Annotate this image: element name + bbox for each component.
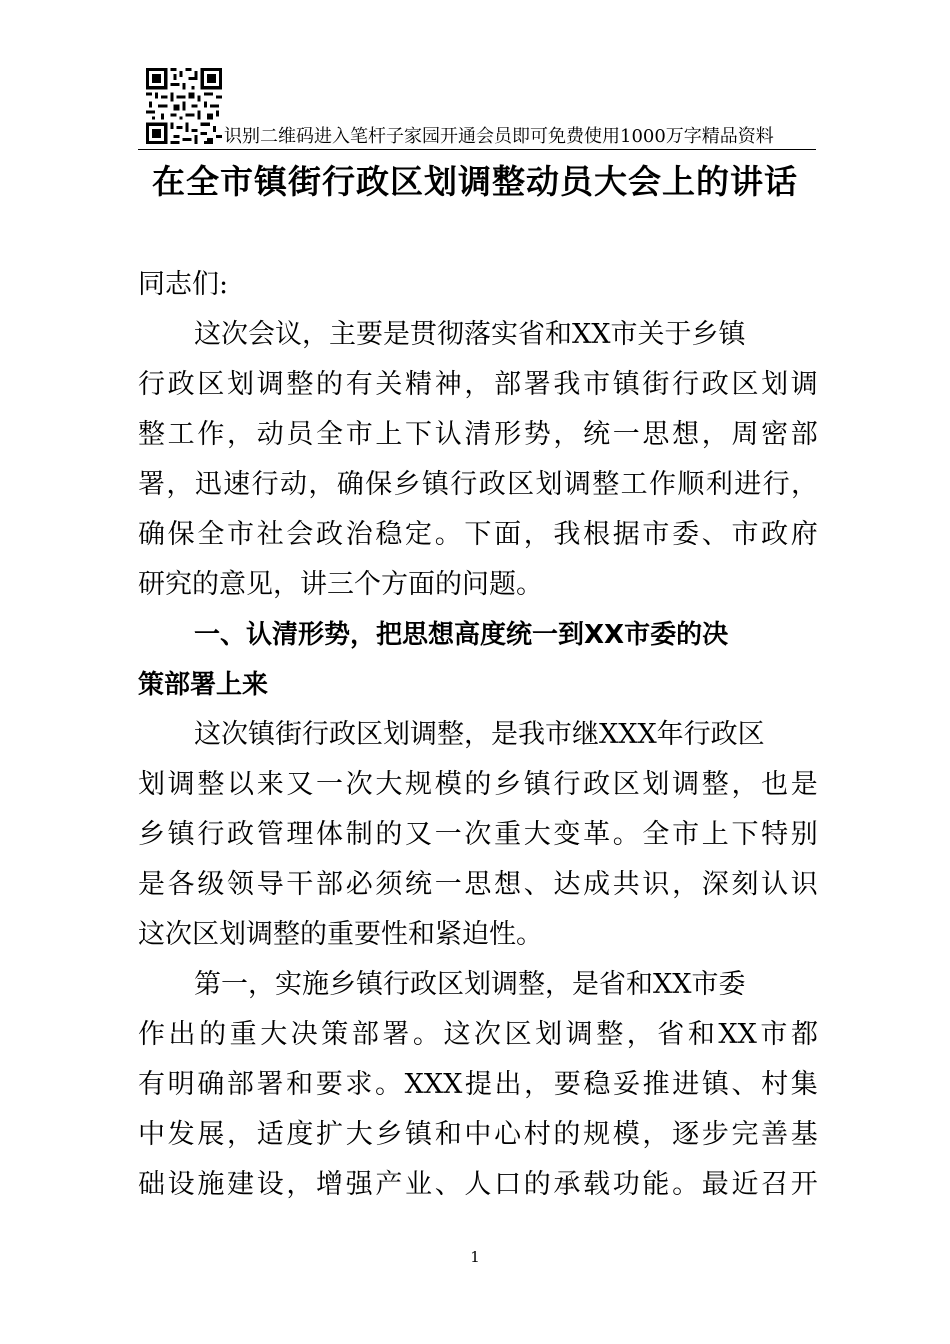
- page-number: 1: [470, 1248, 480, 1266]
- paragraph-line: 中 发 展 ， 适 度 扩 大 乡 镇 和 中 心 村 的 规 模 ， 逐 步 完 善 基: [138, 1119, 818, 1150]
- paragraph-line: 作 出 的 重 大 决 策 部 署 。 这 次 区 划 调 整 ， 省 和 XX 市 都: [138, 1019, 818, 1050]
- document-title: 在全市镇街行政区划调整动员大会上的讲话: [152, 162, 798, 201]
- paragraph-line: 行 政 区 划 调 整 的 有 关 精 神 ， 部 署 我 市 镇 街 行 政 区 划 调: [138, 369, 818, 400]
- paragraph-line: 署 ， 迅 速 行 动 ， 确 保 乡 镇 行 政 区 划 调 整 工 作 顺 利 进 行 ，: [138, 469, 818, 500]
- paragraph-line: 础 设 施 建 设 ， 增 强 产 业 、 人 口 的 承 载 功 能 。 最 近 召 开: [138, 1169, 818, 1200]
- paragraph-line: 确 保 全 市 社 会 政 治 稳 定 。 下 面 ， 我 根 据 市 委 、 市 政 府: [138, 519, 818, 550]
- paragraph-line: 有 明 确 部 署 和 要 求 。 XXX 提 出 ， 要 稳 妥 推 进 镇 、 村 集: [138, 1069, 818, 1100]
- paragraph-line: 研究的意见，讲三个方面的问题。: [138, 569, 543, 600]
- section-heading-line: 策部署上来: [138, 670, 269, 700]
- paragraph-line: 是 各 级 领 导 干 部 必 须 统 一 思 想 、 达 成 共 识 ， 深 刻 认 识: [138, 869, 818, 900]
- paragraph-line: 整 工 作 ， 动 员 全 市 上 下 认 清 形 势 ， 统 一 思 想 ， 周 密 部: [138, 419, 818, 450]
- header-promo-note: 识别二维码进入笔杆子家园开通会员即可免费使用1000万字精品资料: [224, 126, 774, 147]
- paragraph-line: 乡 镇 行 政 管 理 体 制 的 又 一 次 重 大 变 革 。 全 市 上 下 特 别: [138, 819, 818, 850]
- paragraph-line: 这次会议，主要是贯彻落实省和XX市关于乡镇: [194, 319, 746, 350]
- paragraph-line: 这次区划调整的重要性和紧迫性。: [138, 919, 543, 950]
- paragraph-line: 划 调 整 以 来 又 一 次 大 规 模 的 乡 镇 行 政 区 划 调 整 ， 也 是: [138, 769, 818, 800]
- paragraph-line: 同志们:: [138, 269, 229, 300]
- section-heading-line: 一、认清形势，把思想高度统一到XX市委的决: [194, 620, 729, 650]
- qr-code: [146, 68, 222, 144]
- paragraph-line: 这次镇街行政区划调整，是我市继XXX年行政区: [194, 719, 765, 750]
- paragraph-line: 第一，实施乡镇行政区划调整，是省和XX市委: [194, 969, 746, 1000]
- document-body: [138, 260, 818, 1210]
- header-divider: [138, 149, 816, 150]
